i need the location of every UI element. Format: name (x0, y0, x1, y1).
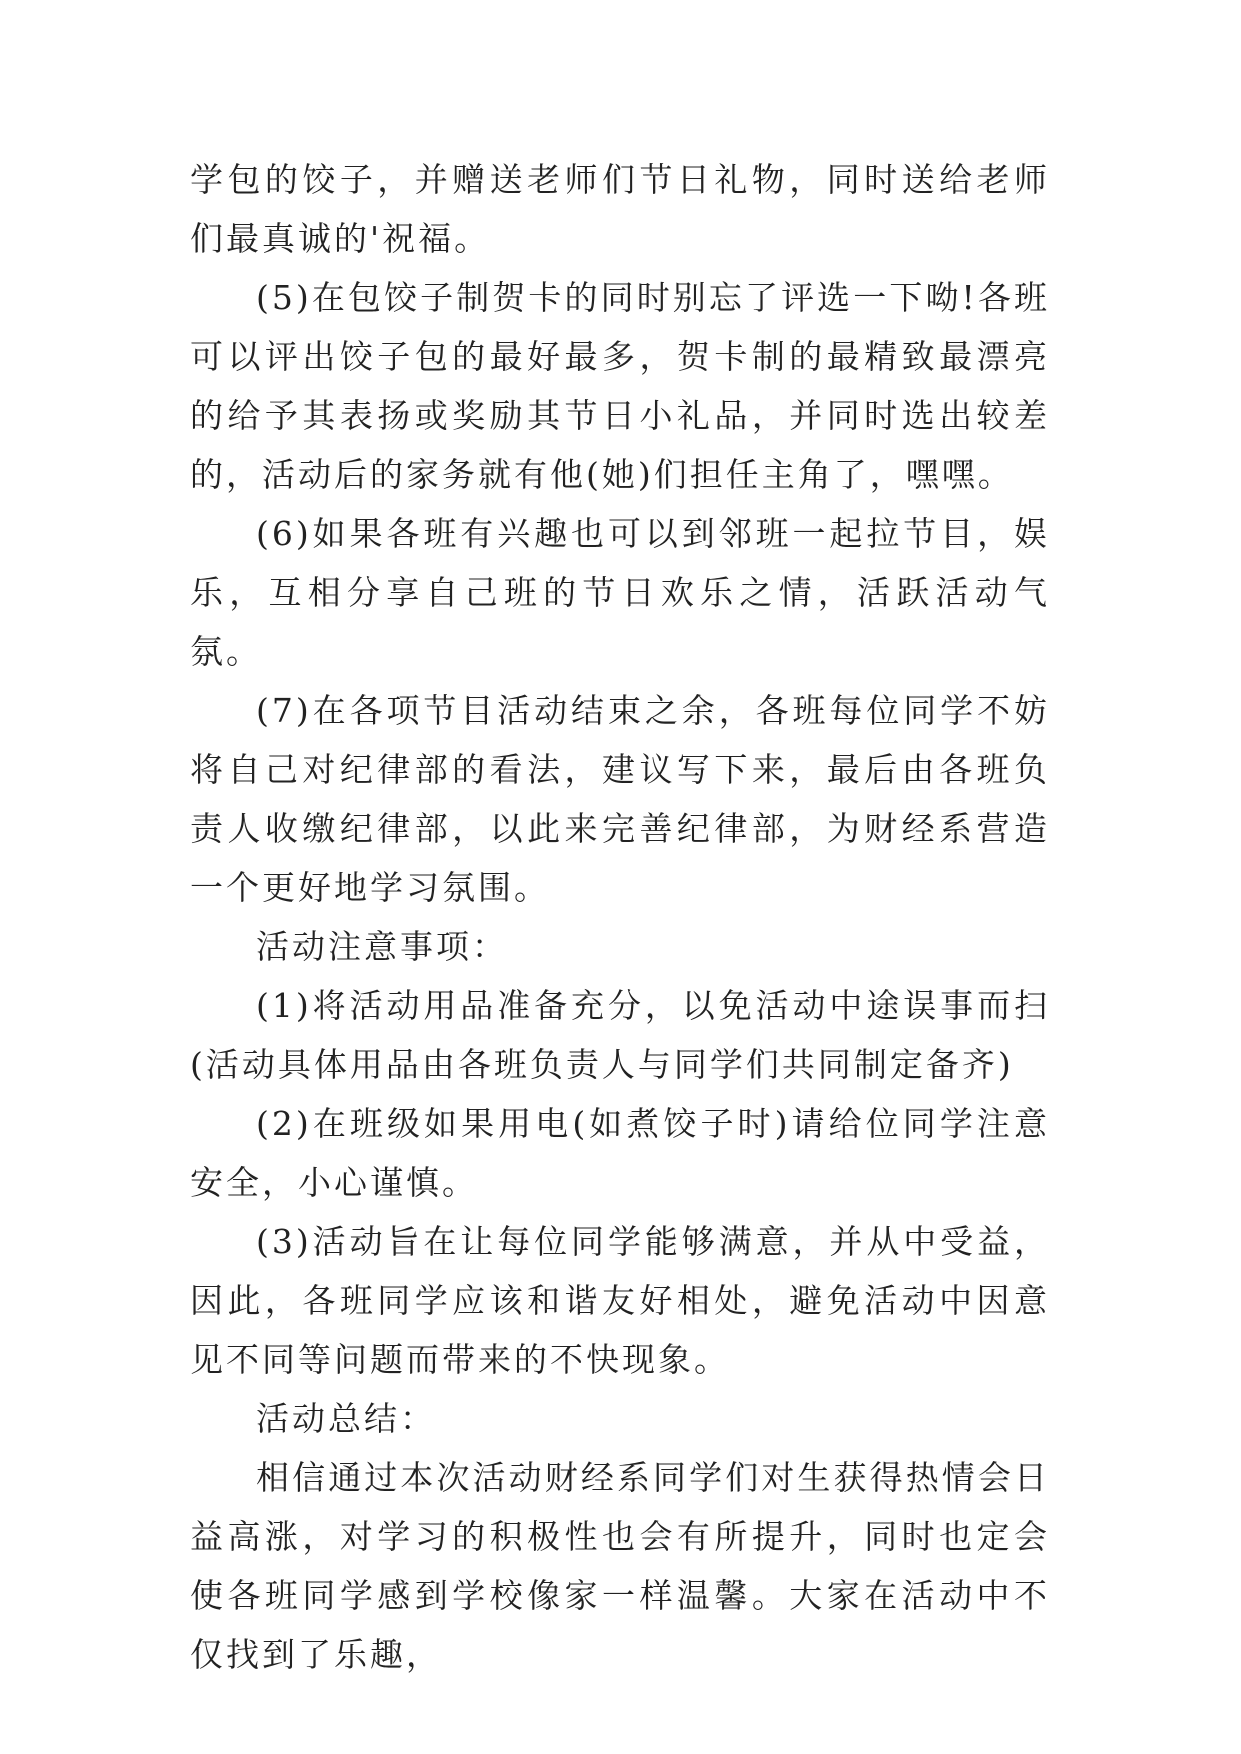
notes-item-1: (1)将活动用品准备充分，以免活动中途误事而扫(活动具体用品由各班负责人与同学们共同制定备齐) (190, 986, 1050, 1084)
section-heading-summary: 活动总结： (256, 1399, 436, 1438)
paragraph-item-5: (5)在包饺子制贺卡的同时别忘了评选一下呦!各班可以评出饺子包的最好最多，贺卡制的最精致最漂亮的给予其表扬或奖励其节日小礼品，并同时选出较差的，活动后的家务就有他(她)们担任主角了，嘿嘿。 (190, 278, 1050, 494)
section-heading-notes: 活动注意事项： (256, 927, 508, 966)
summary-paragraph: 相信通过本次活动财经系同学们对生获得热情会日益高涨，对学习的积极性也会有所提升，同时也定会使各班同学感到学校像家一样温馨。大家在活动中不仅找到了乐趣， (190, 1458, 1050, 1674)
notes-item-3: (3)活动旨在让每位同学能够满意，并从中受益，因此，各班同学应该和谐友好相处，避免活动中因意见不同等问题而带来的不快现象。 (190, 1222, 1050, 1379)
paragraph-continuation: 学包的饺子，并赠送老师们节日礼物，同时送给老师们最真诚的'祝福。 (190, 160, 1050, 258)
notes-item-2: (2)在班级如果用电(如煮饺子时)请给位同学注意安全，小心谨慎。 (190, 1104, 1050, 1202)
paragraph-item-7: (7)在各项节目活动结束之余，各班每位同学不妨将自己对纪律部的看法，建议写下来，最后由各班负责人收缴纪律部，以此来完善纪律部，为财经系营造一个更好地学习氛围。 (190, 691, 1050, 907)
document-body (190, 150, 1050, 1684)
paragraph-item-6: (6)如果各班有兴趣也可以到邻班一起拉节目，娱乐，互相分享自己班的节日欢乐之情，活跃活动气氛。 (190, 514, 1050, 671)
